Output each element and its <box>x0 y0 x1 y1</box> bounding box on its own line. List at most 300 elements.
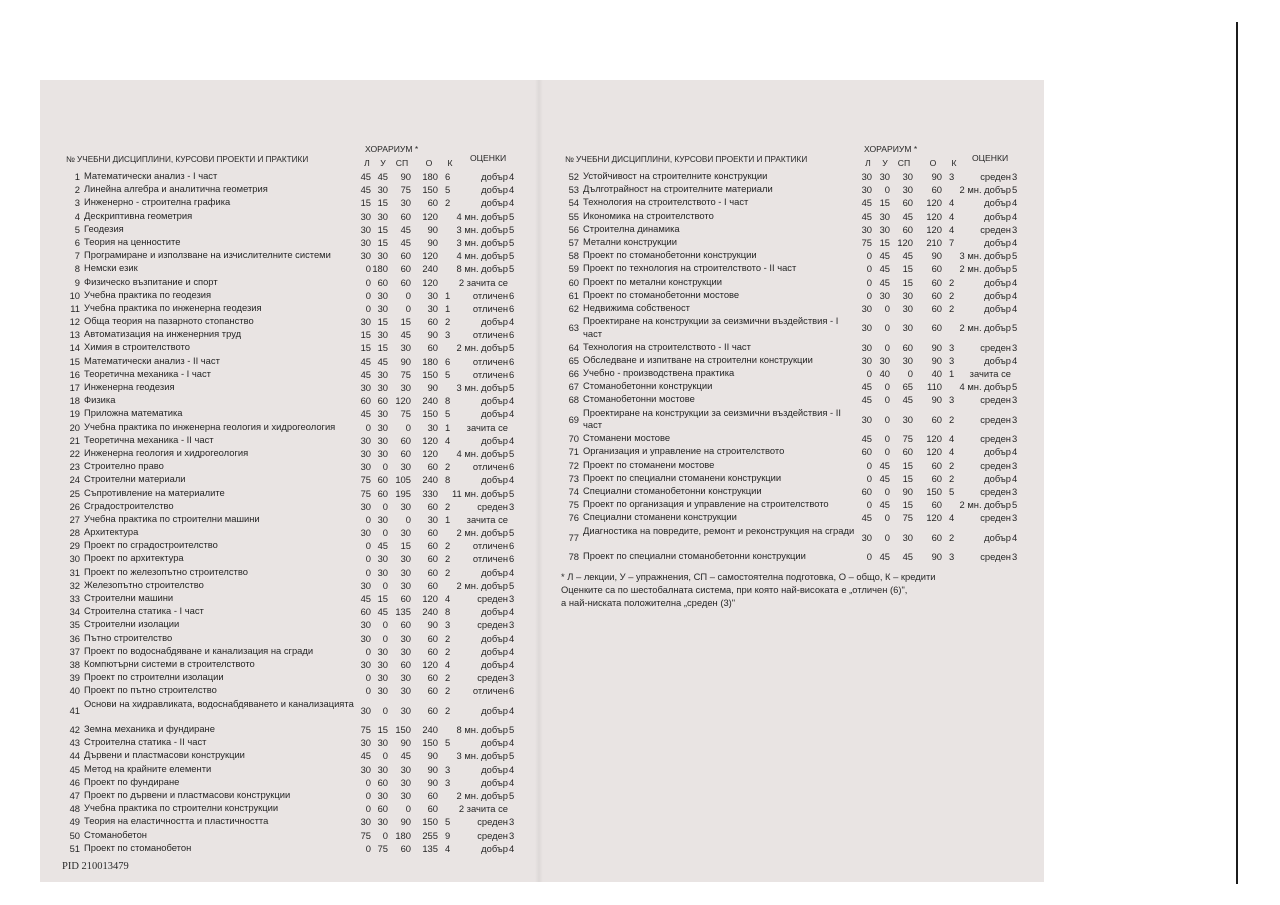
hours-lectures: 0 <box>866 499 872 511</box>
discipline-name: Строителна статика - I част <box>84 605 204 617</box>
hours-exercises: 0 <box>884 184 890 196</box>
discipline-name: Строителни материали <box>84 473 186 485</box>
hours-self-study: 45 <box>400 223 411 235</box>
hours-lectures: 15 <box>360 197 371 209</box>
credits: 3 <box>445 329 451 341</box>
grade-word: среден <box>980 223 1011 235</box>
discipline-name: Проект по стоманобетон <box>84 841 192 853</box>
table-row <box>62 236 522 249</box>
discipline-name: Дървени и пластмасови конструкции <box>84 749 245 761</box>
grade-word: добър <box>481 171 508 182</box>
page-fold <box>535 80 543 882</box>
hours-total: 180 <box>422 171 438 182</box>
grade-word: среден <box>980 171 1011 182</box>
grade-number: 4 <box>509 171 515 182</box>
hours-exercises: 45 <box>879 459 890 471</box>
table-row <box>62 223 522 236</box>
grade-number: 5 <box>1012 184 1018 196</box>
hours-self-study: 30 <box>902 184 913 196</box>
credits: 5 <box>445 737 451 749</box>
table-row <box>62 302 522 315</box>
hours-exercises: 30 <box>377 289 388 301</box>
credits: 1 <box>445 421 451 433</box>
subheader-k: К <box>951 158 957 168</box>
hours-self-study: 30 <box>902 531 913 543</box>
table-row <box>561 445 1021 458</box>
row-number: 28 <box>69 527 80 539</box>
row-number: 24 <box>69 474 80 486</box>
hours-self-study: 90 <box>400 816 411 828</box>
grade-word: добър <box>481 566 508 578</box>
discipline-name: Учебна практика по строителни конструкции <box>84 802 279 814</box>
hours-exercises: 15 <box>377 236 388 248</box>
hours-lectures: 0 <box>365 421 371 433</box>
discipline-name: Проект по архитектура <box>84 552 184 564</box>
hours-exercises: 0 <box>884 302 890 314</box>
table-row <box>62 500 522 513</box>
table-row <box>62 421 522 434</box>
hours-self-study: 30 <box>400 763 411 775</box>
grade-number: 3 <box>1012 171 1018 182</box>
grade-number: 6 <box>509 302 515 314</box>
row-number: 16 <box>69 368 80 380</box>
hours-exercises: 180 <box>372 263 388 275</box>
credits: 3 <box>445 776 451 788</box>
discipline-name: Инженерна геология и хидрогеология <box>84 446 249 458</box>
hours-lectures: 30 <box>360 316 371 328</box>
hours-exercises: 0 <box>382 500 388 512</box>
row-number: 2 <box>74 184 80 196</box>
hours-self-study: 15 <box>902 499 913 511</box>
hours-exercises: 15 <box>377 223 388 235</box>
grade-word: 3 мн. добър <box>456 750 508 762</box>
row-number: 31 <box>69 566 80 578</box>
grade-word: добър <box>984 197 1011 209</box>
grade-number: 6 <box>509 329 515 341</box>
hours-total: 240 <box>422 395 438 407</box>
table-row <box>561 223 1021 236</box>
subheader-sp: СП <box>897 158 911 168</box>
credits: 1 <box>445 513 451 525</box>
hours-total: 60 <box>427 790 438 802</box>
hours-exercises: 30 <box>377 566 388 578</box>
hours-total: 60 <box>931 263 942 275</box>
hours-lectures: 0 <box>365 553 371 565</box>
row-number: 14 <box>69 342 80 354</box>
grade-word: добър <box>984 531 1011 543</box>
subheader-k: К <box>447 158 453 168</box>
credits: 3 <box>949 551 955 563</box>
hours-total: 180 <box>422 355 438 367</box>
hours-total: 90 <box>427 619 438 631</box>
hours-total: 90 <box>427 776 438 788</box>
left-page <box>62 145 522 855</box>
hours-self-study: 90 <box>400 355 411 367</box>
hours-exercises: 30 <box>377 368 388 380</box>
hours-lectures: 30 <box>360 704 371 716</box>
table-row <box>561 315 1021 341</box>
column-header-grades: ОЦЕНКИ <box>470 153 507 163</box>
grade-number: 6 <box>509 289 515 301</box>
hours-exercises: 30 <box>377 737 388 749</box>
table-row <box>561 210 1021 223</box>
hours-exercises: 0 <box>884 531 890 543</box>
grade-number: 4 <box>1012 289 1018 301</box>
credits: 4 <box>949 197 955 209</box>
hours-exercises: 30 <box>879 223 890 235</box>
credits: 2 <box>445 645 451 657</box>
hours-self-study: 90 <box>400 171 411 182</box>
grade-word: 2 мн. добър <box>959 263 1011 275</box>
discipline-name: Специални стоманени конструкции <box>583 511 737 523</box>
hours-exercises: 0 <box>884 341 890 353</box>
hours-total: 60 <box>931 276 942 288</box>
discipline-name: Проектиране на конструкции за сеизмични въздействия - I част <box>583 315 839 339</box>
grade-word: 4 мн. добър <box>959 381 1011 393</box>
hours-self-study: 60 <box>902 446 913 458</box>
hours-exercises: 15 <box>377 316 388 328</box>
grade-word: добър <box>481 658 508 670</box>
hours-self-study: 60 <box>400 593 411 604</box>
hours-exercises: 30 <box>377 672 388 684</box>
hours-total: 120 <box>926 223 942 235</box>
credits: 6 <box>445 171 451 182</box>
hours-self-study: 30 <box>400 566 411 578</box>
hours-total: 150 <box>422 184 438 196</box>
hours-lectures: 30 <box>360 632 371 644</box>
hours-lectures: 60 <box>861 485 872 497</box>
hours-total: 255 <box>422 829 438 841</box>
discipline-name: Стоманобетон <box>84 828 147 840</box>
row-number: 19 <box>69 408 80 420</box>
hours-self-study: 75 <box>902 512 913 524</box>
grade-word: 2 мн. добър <box>959 322 1011 334</box>
table-row <box>62 249 522 262</box>
discipline-name: Организация и управление на строителството <box>583 445 785 457</box>
grade-word: среден <box>980 551 1011 563</box>
discipline-name: Немски език <box>84 262 138 274</box>
discipline-name: Устойчивост на строителните конструкции <box>583 170 768 181</box>
credits: 5 <box>445 816 451 828</box>
hours-lectures: 30 <box>360 210 371 222</box>
hours-exercises: 15 <box>879 236 890 248</box>
hours-exercises: 15 <box>377 724 388 736</box>
grade-number: 5 <box>509 750 515 762</box>
grade-number: 4 <box>1012 446 1018 458</box>
credits: 3 <box>949 341 955 353</box>
discipline-name: Строително право <box>84 460 164 472</box>
discipline-name: Диагностика на повредите, ремонт и реконструкция на сгради <box>583 524 855 536</box>
hours-total: 120 <box>422 593 438 604</box>
grade-number: 5 <box>1012 381 1018 393</box>
hours-self-study: 30 <box>400 645 411 657</box>
hours-exercises: 60 <box>377 487 388 499</box>
grade-word: среден <box>477 593 508 604</box>
grade-word: среден <box>477 619 508 631</box>
hours-self-study: 30 <box>400 685 411 697</box>
discipline-name: Компютърни системи в строителството <box>84 657 255 669</box>
hours-exercises: 0 <box>382 750 388 762</box>
hours-exercises: 0 <box>382 704 388 716</box>
hours-exercises: 45 <box>377 540 388 552</box>
hours-exercises: 45 <box>377 606 388 618</box>
hours-lectures: 30 <box>861 302 872 314</box>
table-row <box>62 579 522 592</box>
footnote <box>561 570 1021 609</box>
table-row <box>62 723 522 736</box>
hours-self-study: 30 <box>902 302 913 314</box>
hours-total: 135 <box>422 842 438 854</box>
hours-lectures: 0 <box>365 289 371 301</box>
hours-total: 60 <box>427 632 438 644</box>
row-number: 12 <box>69 316 80 328</box>
row-number: 52 <box>568 171 579 182</box>
credits: 8 <box>445 474 451 486</box>
grade-word: добър <box>984 302 1011 314</box>
credits: 2 <box>949 413 955 425</box>
grade-word: отличен <box>472 329 508 341</box>
row-number: 26 <box>69 500 80 512</box>
hours-total: 60 <box>931 459 942 471</box>
table-row <box>62 749 522 762</box>
hours-exercises: 30 <box>879 354 890 366</box>
hours-exercises: 30 <box>377 382 388 393</box>
hours-lectures: 45 <box>861 394 872 406</box>
hours-self-study: 0 <box>405 289 411 301</box>
grade-word: среден <box>980 413 1011 425</box>
hours-total: 150 <box>422 737 438 749</box>
hours-lectures: 30 <box>360 447 371 459</box>
grade-word: отличен <box>472 302 508 314</box>
credits: 3 <box>949 171 955 182</box>
grade-word: среден <box>477 816 508 828</box>
row-number: 23 <box>69 461 80 473</box>
grade-number: 3 <box>509 593 515 604</box>
row-number: 78 <box>568 551 579 563</box>
grade-word: добър <box>481 606 508 618</box>
credits: 6 <box>445 355 451 367</box>
discipline-name: Автоматизация на инженерния труд <box>84 328 242 340</box>
row-number: 3 <box>74 197 80 209</box>
table-row <box>62 473 522 486</box>
hours-total: 30 <box>427 302 438 314</box>
grade-number: 3 <box>1012 223 1018 235</box>
hours-lectures: 30 <box>861 341 872 353</box>
hours-exercises: 0 <box>884 512 890 524</box>
hours-self-study: 30 <box>400 790 411 802</box>
credits: 2 <box>445 500 451 512</box>
hours-exercises: 0 <box>382 527 388 539</box>
credits: 4 <box>949 223 955 235</box>
row-number: 29 <box>69 540 80 552</box>
hours-lectures: 45 <box>360 355 371 367</box>
discipline-name: Физика <box>84 394 116 406</box>
grade-word: зачита се <box>969 368 1011 380</box>
grade-word: 3 мн. добър <box>959 250 1011 262</box>
table-row <box>561 354 1021 367</box>
row-number: 6 <box>74 236 80 248</box>
row-number: 41 <box>69 704 80 716</box>
credits: 4 <box>445 658 451 670</box>
grade-number: 5 <box>509 527 515 539</box>
discipline-name: Математически анализ - I част <box>84 170 218 181</box>
row-number: 44 <box>69 750 80 762</box>
hours-self-study: 30 <box>400 632 411 644</box>
row-number: 32 <box>69 579 80 591</box>
hours-exercises: 60 <box>377 474 388 486</box>
hours-total: 120 <box>422 447 438 459</box>
credits: 4 <box>949 210 955 222</box>
discipline-name: Проект по специални стоманобетонни конструкции <box>583 550 806 562</box>
credits: 2 <box>445 704 451 716</box>
grade-word: 2 мн. добър <box>456 527 508 539</box>
credits: 2 <box>949 276 955 288</box>
grade-number: 6 <box>509 553 515 565</box>
grade-word: зачита се <box>466 513 508 525</box>
grade-number: 4 <box>1012 276 1018 288</box>
discipline-name: Учебна практика по инженерна геодезия <box>84 301 262 313</box>
hours-lectures: 75 <box>360 474 371 486</box>
grade-word: отличен <box>472 540 508 552</box>
grade-word: добър <box>984 354 1011 366</box>
hours-total: 60 <box>427 500 438 512</box>
grade-number: 3 <box>509 500 515 512</box>
hours-exercises: 45 <box>377 171 388 182</box>
grade-number: 5 <box>509 342 515 354</box>
hours-self-study: 15 <box>902 276 913 288</box>
hours-self-study: 45 <box>902 250 913 262</box>
credits: 9 <box>445 829 451 841</box>
credits: 8 <box>445 395 451 407</box>
table-row <box>62 183 522 196</box>
grade-number: 5 <box>509 263 515 275</box>
table-row <box>561 276 1021 289</box>
hours-total: 120 <box>926 446 942 458</box>
hours-exercises: 40 <box>879 368 890 380</box>
hours-self-study: 60 <box>400 658 411 670</box>
discipline-name: Теория на ценностите <box>84 235 181 247</box>
table-header <box>561 145 1021 170</box>
row-number: 22 <box>69 447 80 459</box>
grade-word: 2 мн. добър <box>456 579 508 591</box>
grade-word: добър <box>481 632 508 644</box>
credits: 1 <box>949 368 955 380</box>
discipline-name: Проект по стоманени мостове <box>583 458 715 470</box>
hours-exercises: 30 <box>377 329 388 341</box>
row-number: 13 <box>69 329 80 341</box>
hours-total: 60 <box>931 472 942 484</box>
row-number: 5 <box>74 223 80 235</box>
hours-exercises: 0 <box>382 632 388 644</box>
row-number: 69 <box>568 413 579 425</box>
discipline-name: Проект по пътно строителство <box>84 684 217 696</box>
hours-total: 30 <box>427 289 438 301</box>
grade-word: 4 мн. добър <box>456 250 508 262</box>
credits: 4 <box>445 434 451 446</box>
hours-self-study: 0 <box>405 513 411 525</box>
grade-word: добър <box>481 316 508 328</box>
grade-word: добър <box>481 474 508 486</box>
row-number: 47 <box>69 790 80 802</box>
grade-word: 2 мн. добър <box>959 184 1011 196</box>
table-row <box>62 447 522 460</box>
hours-total: 150 <box>422 816 438 828</box>
hours-lectures: 30 <box>861 413 872 425</box>
hours-lectures: 30 <box>360 579 371 591</box>
table-row <box>561 170 1021 183</box>
right-page <box>561 145 1021 609</box>
hours-self-study: 75 <box>400 184 411 196</box>
hours-exercises: 0 <box>884 485 890 497</box>
table-row <box>62 315 522 328</box>
hours-lectures: 0 <box>365 540 371 552</box>
hours-self-study: 105 <box>395 474 411 486</box>
hours-total: 60 <box>427 527 438 539</box>
hours-self-study: 30 <box>400 579 411 591</box>
credits: 2 <box>445 566 451 578</box>
discipline-name: Теория на еластичността и пластичността <box>84 815 269 827</box>
hours-exercises: 30 <box>879 210 890 222</box>
grade-number: 4 <box>509 776 515 788</box>
hours-exercises: 45 <box>879 499 890 511</box>
table-row <box>62 328 522 341</box>
grade-number: 3 <box>1012 341 1018 353</box>
hours-lectures: 30 <box>360 658 371 670</box>
discipline-name: Математически анализ - II част <box>84 354 220 366</box>
hours-total: 60 <box>427 197 438 209</box>
grade-number: 6 <box>509 540 515 552</box>
table-row <box>561 472 1021 485</box>
hours-lectures: 30 <box>360 527 371 539</box>
discipline-name: Проект по метални конструкции <box>583 275 722 287</box>
table-row <box>62 605 522 618</box>
discipline-name: Съпротивление на материалите <box>84 486 225 498</box>
hours-lectures: 0 <box>866 276 872 288</box>
discipline-name: Специални стоманобетонни конструкции <box>583 484 762 496</box>
grade-number: 5 <box>509 487 515 499</box>
hours-total: 60 <box>931 322 942 334</box>
grade-number: 4 <box>509 737 515 749</box>
grade-word: отличен <box>472 368 508 380</box>
credits: 5 <box>445 408 451 420</box>
hours-exercises: 30 <box>377 685 388 697</box>
table-row <box>62 671 522 684</box>
column-header-disciplines: № УЧЕБНИ ДИСЦИПЛИНИ, КУРСОВИ ПРОЕКТИ И ПРАКТИКИ <box>565 155 808 164</box>
grade-number: 3 <box>1012 485 1018 497</box>
discipline-name: Програмиране и използване на изчислителните системи <box>84 249 331 261</box>
hours-lectures: 30 <box>360 500 371 512</box>
hours-self-study: 30 <box>400 500 411 512</box>
hours-self-study: 30 <box>400 704 411 716</box>
credits: 2 <box>445 685 451 697</box>
grade-word: добър <box>481 197 508 209</box>
discipline-name: Метод на крайните елементи <box>84 762 212 774</box>
hours-total: 210 <box>926 236 942 248</box>
row-number: 62 <box>568 302 579 314</box>
hours-lectures: 45 <box>360 368 371 380</box>
hours-lectures: 0 <box>866 289 872 301</box>
hours-self-study: 30 <box>902 322 913 334</box>
discipline-name: Учебна практика по инженерна геология и хидрогеология <box>84 420 336 432</box>
discipline-name: Проект по организация и управление на строителството <box>583 498 829 510</box>
row-number: 38 <box>69 658 80 670</box>
table-row <box>62 552 522 565</box>
row-number: 73 <box>568 472 579 484</box>
hours-exercises: 15 <box>377 342 388 354</box>
hours-lectures: 75 <box>861 236 872 248</box>
table-row <box>561 393 1021 406</box>
grade-number: 4 <box>509 316 515 328</box>
